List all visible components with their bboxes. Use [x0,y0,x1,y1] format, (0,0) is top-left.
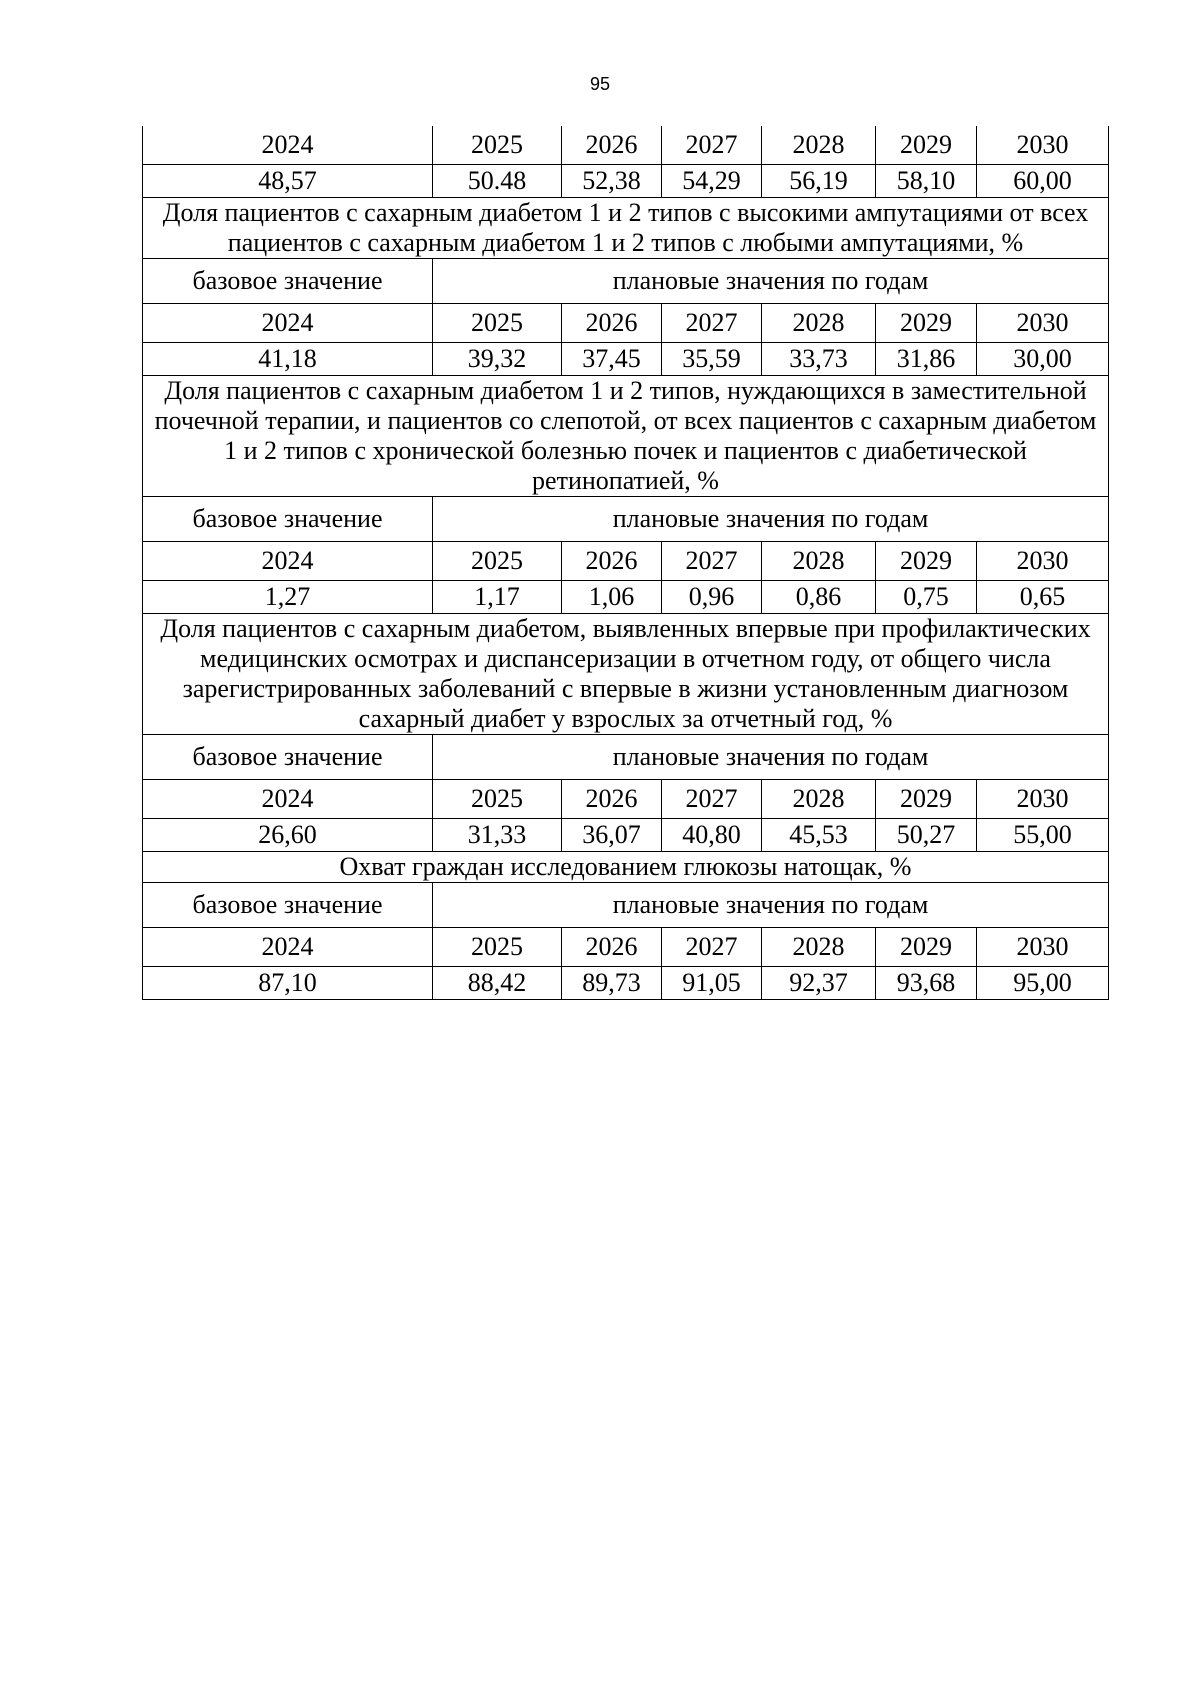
year-row [143,126,1109,165]
plan-values-header: плановые значения по годам [433,259,1109,304]
year-cell: 2027 [662,780,762,819]
year-cell: 2029 [876,542,977,581]
year-cell: 2024 [143,928,433,967]
year-cell: 2028 [762,780,876,819]
value-cell: 30,00 [977,343,1109,376]
year-row [143,542,1109,581]
year-cell: 2027 [662,928,762,967]
indicator-title-row [143,852,1109,883]
year-cell: 2028 [762,304,876,343]
indicator-title-row [143,614,1109,735]
year-cell: 2028 [762,542,876,581]
value-cell: 0,65 [977,581,1109,614]
value-cell: 39,32 [433,343,562,376]
year-cell: 2026 [562,928,662,967]
indicator-title-row [143,198,1109,259]
year-cell: 2027 [662,304,762,343]
value-cell: 92,37 [762,967,876,1000]
year-cell: 2027 [662,126,762,165]
year-cell: 2024 [143,542,433,581]
value-row [143,967,1109,1000]
year-cell: 2030 [977,126,1109,165]
plan-values-header: плановые значения по годам [433,735,1109,780]
year-cell: 2025 [433,542,562,581]
value-cell: 36,07 [562,819,662,852]
value-cell: 52,38 [562,165,662,198]
year-cell: 2026 [562,304,662,343]
value-cell: 45,53 [762,819,876,852]
value-cell: 50.48 [433,165,562,198]
base-value-header: базовое значение [143,259,433,304]
year-cell: 2026 [562,780,662,819]
base-value-header: базовое значение [143,883,433,928]
header-row [143,735,1109,780]
plan-values-header: плановые значения по годам [433,497,1109,542]
value-cell: 37,45 [562,343,662,376]
value-cell: 50,27 [876,819,977,852]
value-cell: 1,27 [143,581,433,614]
value-cell: 93,68 [876,967,977,1000]
year-row [143,780,1109,819]
year-cell: 2026 [562,542,662,581]
value-cell: 0,75 [876,581,977,614]
value-cell: 55,00 [977,819,1109,852]
year-cell: 2028 [762,928,876,967]
year-cell: 2024 [143,126,433,165]
year-row [143,304,1109,343]
year-cell: 2024 [143,780,433,819]
year-cell: 2029 [876,780,977,819]
indicators-table [142,126,1109,1000]
value-cell: 56,19 [762,165,876,198]
value-cell: 26,60 [143,819,433,852]
value-cell: 41,18 [143,343,433,376]
value-cell: 95,00 [977,967,1109,1000]
year-cell: 2028 [762,126,876,165]
year-cell: 2030 [977,542,1109,581]
year-cell: 2025 [433,928,562,967]
indicator-title: Охват граждан исследованием глюкозы натощак, % [143,852,1109,883]
page-number: 95 [589,74,611,94]
year-cell: 2030 [977,780,1109,819]
year-cell: 2030 [977,928,1109,967]
value-cell: 0,96 [662,581,762,614]
header-row [143,259,1109,304]
value-cell: 88,42 [433,967,562,1000]
base-value-header: базовое значение [143,735,433,780]
value-cell: 48,57 [143,165,433,198]
indicator-title: Доля пациентов с сахарным диабетом, выявленных впервые при профилактических медицинских осмотрах и диспансеризации в отчетном году, от общего числа зарегистрированных заболеваний с впервые в жизни установленным диагнозом сахарный диабет у взрослых за отчетный год, % [143,614,1109,735]
year-cell: 2025 [433,126,562,165]
value-cell: 35,59 [662,343,762,376]
value-cell: 54,29 [662,165,762,198]
indicator-title: Доля пациентов с сахарным диабетом 1 и 2 типов с высокими ампутациями от всех пациентов с сахарным диабетом 1 и 2 типов с любыми ампутациями, % [143,198,1109,259]
header-row [143,883,1109,928]
year-cell: 2025 [433,304,562,343]
value-cell: 89,73 [562,967,662,1000]
value-cell: 1,17 [433,581,562,614]
base-value-header: базовое значение [143,497,433,542]
value-row [143,165,1109,198]
year-cell: 2029 [876,304,977,343]
value-cell: 1,06 [562,581,662,614]
year-cell: 2027 [662,542,762,581]
value-cell: 91,05 [662,967,762,1000]
year-cell: 2029 [876,928,977,967]
year-cell: 2026 [562,126,662,165]
year-cell: 2029 [876,126,977,165]
value-row [143,581,1109,614]
value-cell: 0,86 [762,581,876,614]
value-row [143,819,1109,852]
value-cell: 60,00 [977,165,1109,198]
indicator-title-row [143,376,1109,497]
value-cell: 31,86 [876,343,977,376]
value-cell: 31,33 [433,819,562,852]
value-cell: 40,80 [662,819,762,852]
header-row [143,497,1109,542]
year-row [143,928,1109,967]
year-cell: 2024 [143,304,433,343]
year-cell: 2030 [977,304,1109,343]
value-row [143,343,1109,376]
plan-values-header: плановые значения по годам [433,883,1109,928]
value-cell: 87,10 [143,967,433,1000]
year-cell: 2025 [433,780,562,819]
value-cell: 33,73 [762,343,876,376]
value-cell: 58,10 [876,165,977,198]
indicator-title: Доля пациентов с сахарным диабетом 1 и 2 типов, нуждающихся в заместительной почечной терапии, и пациентов со слепотой, от всех пациентов с сахарным диабетом 1 и 2 типов с хронической болезнью почек и пациентов с диабетической ретинопатией, % [143,376,1109,497]
